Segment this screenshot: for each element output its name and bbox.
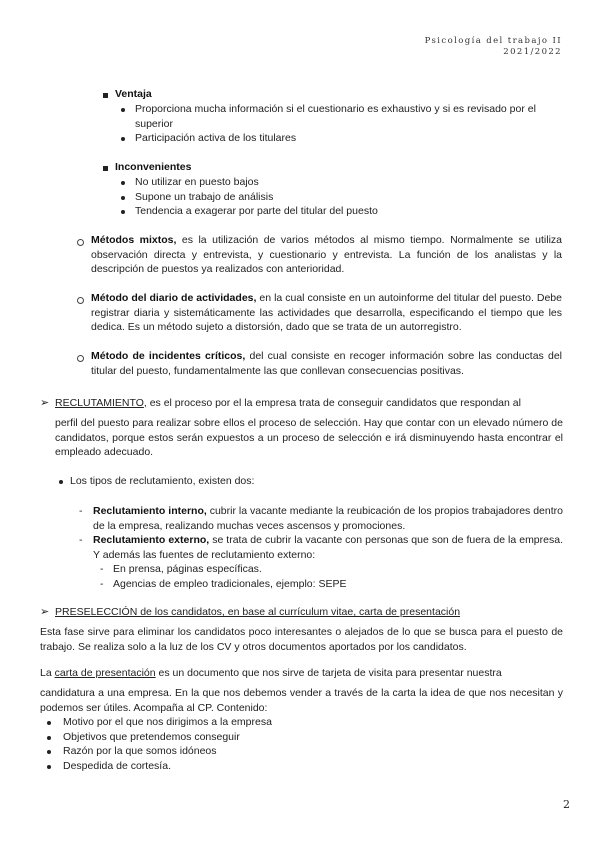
fuente-item: En prensa, páginas específicas. xyxy=(113,563,262,575)
metodo-diario: Método del diario de actividades, en la cual consiste en un autoinforme del titular del puesto. Debe registrar diaria y sistemáticamente las actividades que desarrolla, especificando el tiempo que les dedica. Es un método sujeto a distorsión, dado que se trata de un autorregistro. xyxy=(91,292,562,333)
inconvenientes-item: Tendencia a exagerar por parte del titular del puesto xyxy=(135,205,378,217)
bullet-icon xyxy=(47,750,51,754)
carta-item: Objetivos que pretendemos conseguir xyxy=(63,731,240,743)
square-bullet-icon xyxy=(103,166,108,171)
dash-bullet: - xyxy=(100,578,104,590)
circle-bullet-icon xyxy=(77,355,84,362)
arrow-bullet-icon: ➢ xyxy=(40,397,50,409)
reclutamiento-text: perfil del puesto para realizar sobre ellos el proceso de selección. Hay que contar con un elevado número de candidatos, porque estos serán expuestos a un proceso de selección e irá disminuyendo hasta encontrar el empleado adecuado. xyxy=(55,417,563,458)
reclutamiento-externo: Reclutamiento externo, se trata de cubrir la vacante con personas que son de fuera de la empresa. Y además las fuentes de reclutamiento externo: xyxy=(93,534,563,561)
ventaja-item: Proporciona mucha información si el cuestionario es exhaustivo y si es revisado por el superior xyxy=(135,103,536,130)
reclutamiento-interno: Reclutamiento interno, cubrir la vacante mediante la reubicación de los propios trabajadores dentro de la empresa, realizando muchas veces ascensos y promociones. xyxy=(93,505,563,532)
dash-bullet: - xyxy=(100,563,104,575)
inconvenientes-item: Supone un trabajo de análisis xyxy=(135,191,274,203)
tipos-label: Los tipos de reclutamiento, existen dos: xyxy=(70,475,255,487)
carta-intro: La carta de presentación es un documento que nos sirve de tarjeta de visita para presentar nuestra xyxy=(40,667,502,679)
circle-bullet-icon xyxy=(77,297,84,304)
bullet-icon xyxy=(47,765,51,769)
ventaja-heading: Ventaja xyxy=(115,88,152,100)
metodo-mixtos: Métodos mixtos, es la utilización de varios métodos al mismo tiempo. Normalmente se utiliza observación directa y entrevista, y cuestionario y entrevista. La función de los analistas y la descripción de puestos ya realizados con anterioridad. xyxy=(91,234,562,275)
bullet-icon xyxy=(59,480,63,484)
bullet-icon xyxy=(121,137,125,141)
inconvenientes-heading: Inconvenientes xyxy=(115,161,192,173)
fuente-item: Agencias de empleo tradicionales, ejemplo: SEPE xyxy=(113,578,347,590)
preseleccion-text: Esta fase sirve para eliminar los candidatos poco interesantes o alejados de lo que se busca para el puesto de trabajo. Se realiza solo a la luz de los CV y otros documentos aportados por los candidatos. xyxy=(40,626,563,653)
square-bullet-icon xyxy=(103,93,108,98)
bullet-icon xyxy=(121,210,125,214)
carta-item: Despedida de cortesía. xyxy=(63,760,171,772)
dash-bullet: - xyxy=(79,534,83,546)
bullet-icon xyxy=(121,196,125,200)
bullet-icon xyxy=(121,108,125,112)
carta-text: candidatura a una empresa. En la que nos debemos vender a través de la carta la idea de que nos necesitan y podemos ser útiles. Acompaña al CP. Contenido: xyxy=(40,687,563,714)
carta-item: Motivo por el que nos dirigimos a la empresa xyxy=(63,716,272,728)
page-number: 2 xyxy=(563,798,570,811)
dash-bullet: - xyxy=(79,505,83,517)
header-year: 2021/2022 xyxy=(503,47,562,57)
reclutamiento-intro: RECLUTAMIENTO, es el proceso por el la empresa trata de conseguir candidatos que respondan al xyxy=(55,397,521,409)
bullet-icon xyxy=(47,721,51,725)
ventaja-item: Participación activa de los titulares xyxy=(135,132,297,144)
circle-bullet-icon xyxy=(77,239,84,246)
metodo-incidentes: Método de incidentes críticos, del cual consiste en recoger información sobre las conductas del titular del puesto, fundamentalmente las que conllevan consecuencias positivas. xyxy=(91,350,562,377)
bullet-icon xyxy=(47,736,51,740)
inconvenientes-item: No utilizar en puesto bajos xyxy=(135,176,259,188)
bullet-icon xyxy=(121,181,125,185)
header-course: Psicología del trabajo II xyxy=(424,36,562,46)
page-header xyxy=(425,36,562,58)
carta-item: Razón por la que somos idóneos xyxy=(63,745,217,757)
preseleccion-heading: PRESELECCIÓN de los candidatos, en base al currículum vitae, carta de presentación xyxy=(55,606,461,618)
arrow-bullet-icon: ➢ xyxy=(40,606,50,618)
